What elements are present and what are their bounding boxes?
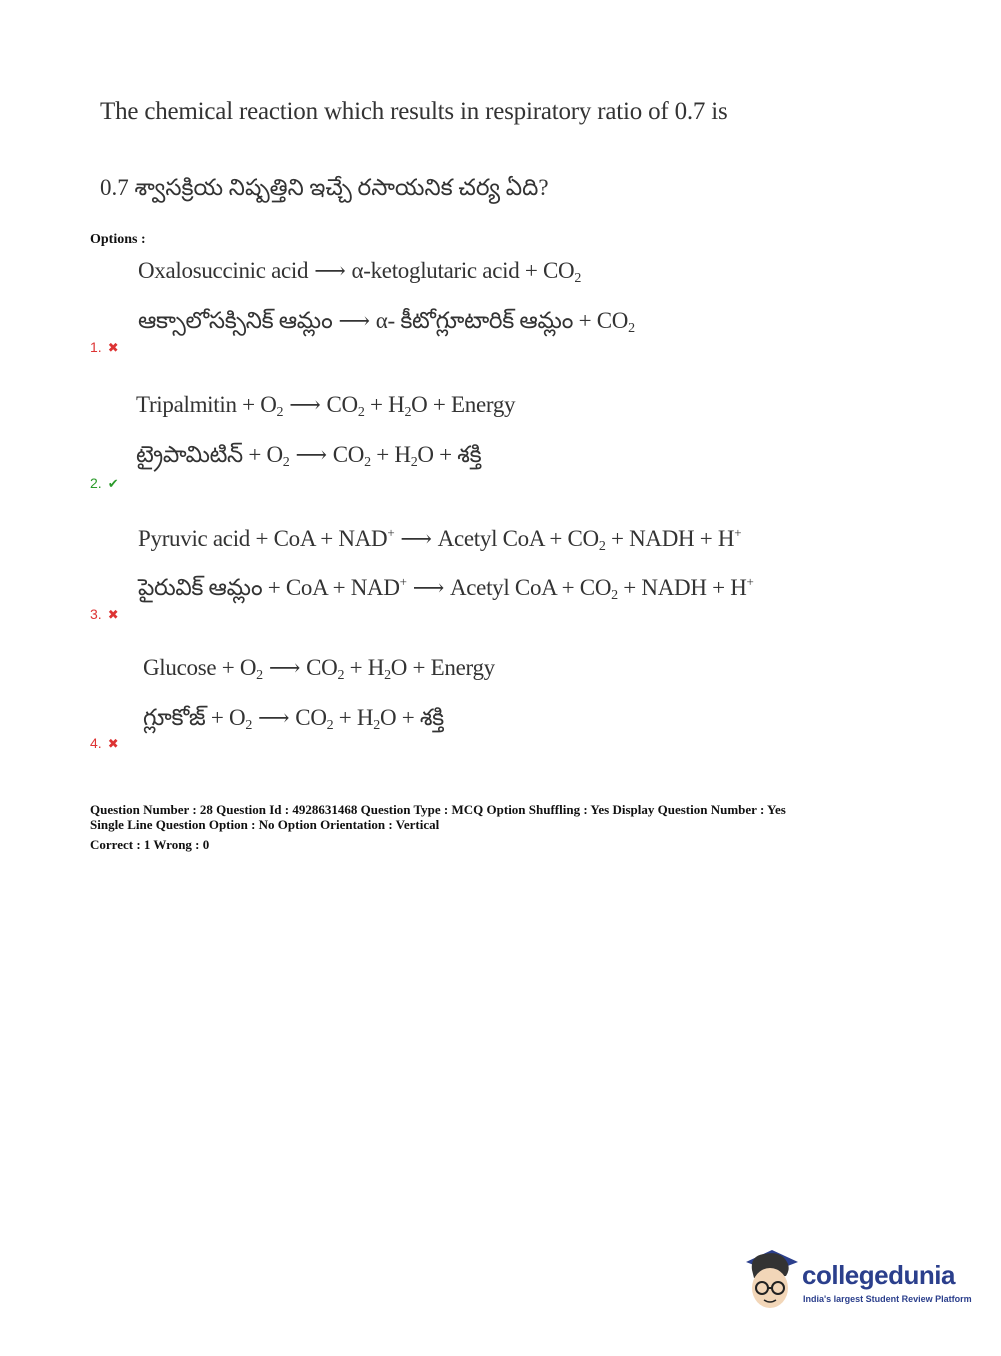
option-1-number[interactable]: 1. ✖ — [90, 339, 119, 355]
mascot-icon — [742, 1248, 800, 1312]
option-1-telugu: ఆక్సాలోసక్సినిక్ ఆమ్లం ⟶ α- కీటోగ్లూటారిక్ ఆమ్లం + $CO_2$ — [138, 308, 635, 336]
option-4-telugu: గ్లూకోజ్ + $O_2$ ⟶ $CO_2 + H_2O$ + శక్తి — [143, 705, 444, 733]
wrong-mark-icon: ✖ — [107, 607, 119, 622]
option-1-english: Oxalosuccinic acid ⟶ α-ketoglutaric acid + $CO_2$ — [138, 258, 582, 286]
collegedunia-logo — [742, 1248, 972, 1318]
question-english: The chemical reaction which results in respiratory ratio of 0.7 is — [100, 98, 728, 125]
logo-brand-name: collegedunia — [802, 1260, 955, 1290]
wrong-mark-icon: ✖ — [107, 340, 119, 355]
logo-tagline: India's largest Student Review Platform — [803, 1294, 972, 1304]
wrong-mark-icon: ✖ — [107, 736, 119, 751]
question-meta-line2: Single Line Question Option : No Option Orientation : Vertical — [90, 817, 440, 832]
option-3-telugu: పైరువిక్ ఆమ్లం + CoA + NAD+ ⟶ Acetyl CoA + $CO_2$ + NADH + H+ — [138, 574, 754, 603]
question-telugu: 0.7 శ్వాసక్రియ నిష్పత్తిని ఇచ్చే రసాయనిక చర్య ఏది? — [100, 175, 549, 200]
option-2-english: Tripalmitin + $O_2$ ⟶ $CO_2 + H_2O$ + Energy — [136, 392, 516, 420]
option-2-telugu: ట్రైపామిటిన్ + $O_2$ ⟶ $CO_2 + H_2O$ + శక్తి — [136, 442, 482, 470]
options-label: Options : — [90, 232, 146, 247]
option-4-number[interactable]: 4. ✖ — [90, 735, 119, 751]
question-meta-line3: Correct : 1 Wrong : 0 — [90, 837, 210, 852]
option-2-number[interactable]: 2. ✔ — [90, 475, 119, 491]
question-meta-line1: Question Number : 28 Question Id : 4928631468 Question Type : MCQ Option Shuffling : Yes Display Question Number : Yes — [90, 802, 786, 817]
option-3-english: Pyruvic acid + CoA + NAD+ ⟶ Acetyl CoA + $CO_2$ + NADH + H+ — [138, 525, 742, 554]
option-3-number[interactable]: 3. ✖ — [90, 606, 119, 622]
check-mark-icon: ✔ — [107, 476, 119, 491]
option-4-english: $Glucose + O_2$ ⟶ $CO_2 + H_2O$ + Energy — [143, 655, 495, 683]
